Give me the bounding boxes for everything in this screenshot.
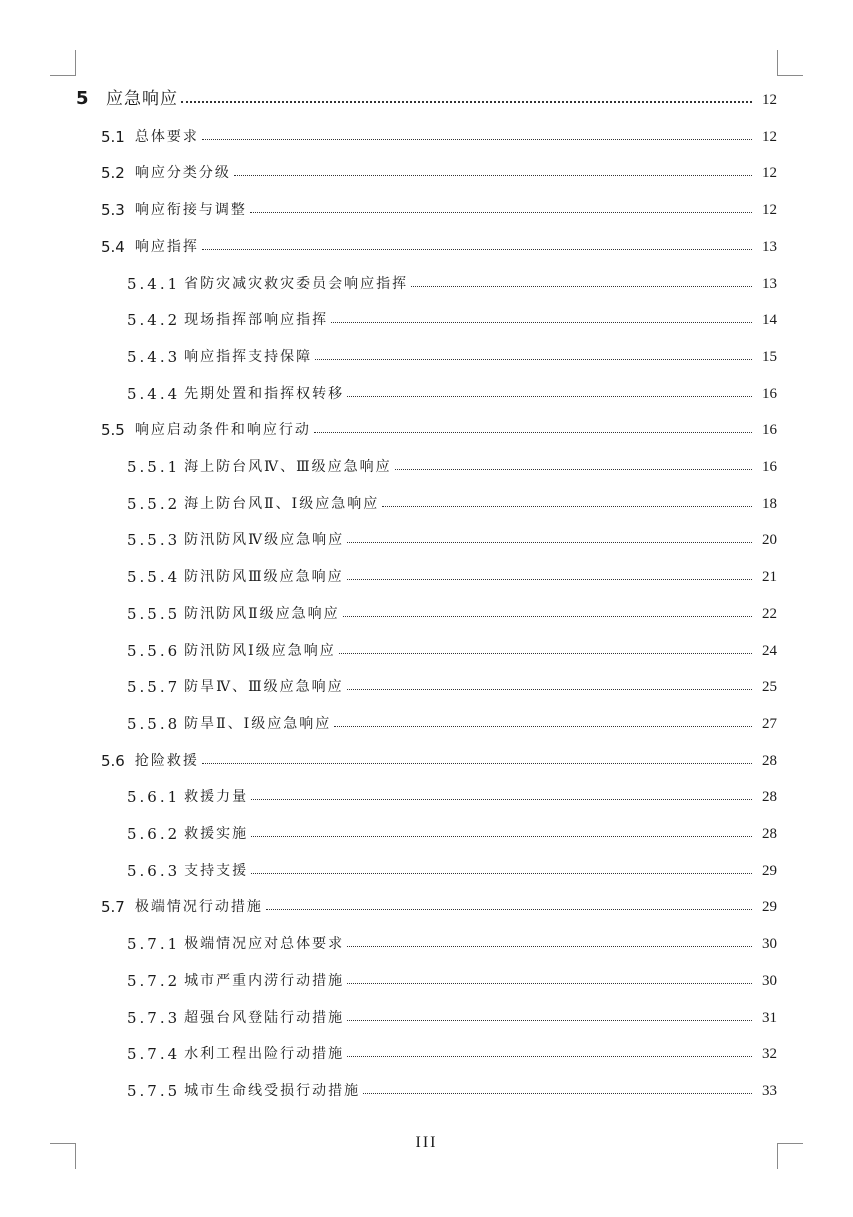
toc-entry-page-number: 12	[762, 202, 777, 219]
toc-entry-5-5-7[interactable]	[127, 672, 777, 696]
toc-entry-page-number: 28	[762, 789, 777, 806]
toc-dot-leader	[343, 616, 752, 617]
toc-entry-title: 支持支援	[184, 862, 249, 879]
toc-entry-5-5-8[interactable]	[127, 709, 777, 733]
toc-entry-number: 5.5.1	[127, 458, 181, 476]
toc-entry-page-number: 16	[762, 422, 777, 439]
toc-entry-page-number: 20	[762, 532, 777, 549]
toc-dot-leader	[382, 506, 752, 507]
toc-entry-5-4-4[interactable]	[127, 379, 777, 403]
toc-dot-leader	[234, 175, 752, 176]
toc-dot-leader	[347, 946, 752, 947]
toc-entry-5-4[interactable]	[101, 232, 777, 256]
toc-entry-page-number: 29	[762, 862, 777, 879]
toc-entry-page-number: 29	[762, 899, 777, 916]
toc-dot-leader	[250, 212, 752, 213]
toc-entry-number: 5.7.4	[127, 1045, 181, 1064]
toc-dot-leader	[395, 469, 752, 470]
toc-entry-5-7-4[interactable]	[127, 1039, 777, 1063]
toc-entry-page-number: 28	[762, 826, 777, 842]
toc-entry-title: 水利工程出险行动措施	[184, 1046, 345, 1063]
toc-entry-title: 防汛防风Ⅰ级应急响应	[184, 642, 336, 659]
toc-entry-number: 5	[76, 88, 89, 109]
toc-dot-leader	[315, 359, 752, 360]
toc-entry-5-4-1[interactable]	[127, 269, 777, 293]
toc-entry-title: 海上防台风Ⅳ、Ⅲ级应急响应	[184, 459, 392, 475]
toc-entry-title: 海上防台风Ⅱ、Ⅰ级应急响应	[184, 495, 380, 512]
toc-entry-number: 5.5.7	[127, 678, 181, 697]
toc-entry-page-number: 30	[762, 972, 777, 989]
toc-entry-title: 防汛防风Ⅳ级应急响应	[184, 532, 345, 549]
toc-dot-leader	[314, 432, 752, 433]
toc-entry-number: 5.5.8	[127, 714, 181, 733]
toc-entry-title: 超强台风登陆行动措施	[184, 1009, 345, 1026]
toc-entry-title: 救援力量	[184, 789, 249, 806]
toc-dot-leader	[339, 653, 752, 654]
toc-entry-number: 5.6	[101, 751, 125, 770]
toc-entry-title: 防旱Ⅳ、Ⅲ级应急响应	[184, 679, 344, 696]
toc-entry-5-5-4[interactable]	[127, 562, 777, 586]
toc-entry-number: 5.6.3	[127, 861, 181, 880]
toc-entry-number: 5.4.3	[127, 347, 181, 366]
toc-entry-page-number: 12	[762, 165, 777, 182]
toc-entry-5-5-6[interactable]	[127, 636, 777, 660]
toc-entry-title: 响应分类分级	[134, 165, 231, 182]
toc-entry-5-4-2[interactable]	[127, 305, 777, 329]
toc-entry-title: 响应衔接与调整	[134, 202, 247, 219]
toc-entry-number: 5.5.4	[127, 568, 181, 587]
toc-entry-number: 5.7	[101, 898, 125, 917]
toc-entry-page-number: 28	[762, 752, 777, 769]
toc-dot-leader	[266, 909, 752, 910]
toc-entry-number: 5.5.5	[127, 604, 181, 623]
toc-entry-page-number: 21	[762, 569, 777, 586]
toc-entry-number: 5.7.1	[127, 935, 181, 954]
toc-entry-5-5-3[interactable]	[127, 525, 777, 549]
toc-entry-number: 5.5.6	[127, 641, 181, 660]
toc-entry-page-number: 22	[762, 605, 777, 622]
toc-entry-5-5-1[interactable]	[127, 452, 777, 476]
toc-entry-5-5-2[interactable]	[127, 489, 777, 513]
toc-entry-page-number: 15	[762, 348, 777, 365]
toc-dot-leader	[347, 396, 752, 397]
toc-entry-title: 省防灾减灾救灾委员会响应指挥	[184, 275, 409, 292]
toc-entry-number: 5.4	[101, 237, 125, 256]
toc-entry-number: 5.5.3	[127, 531, 181, 550]
toc-dot-leader	[347, 579, 752, 580]
toc-entry-page-number: 18	[762, 495, 777, 512]
toc-entry-page-number: 13	[762, 275, 777, 292]
toc-entry-page-number: 25	[762, 679, 777, 696]
toc-entry-title: 响应启动条件和响应行动	[134, 422, 311, 439]
toc-entry-title: 先期处置和指挥权转移	[184, 385, 345, 402]
toc-entry-page-number: 33	[762, 1082, 777, 1099]
toc-entry-number: 5.7.2	[127, 971, 181, 990]
toc-entry-number: 5.2	[101, 164, 125, 183]
toc-entry-title: 城市严重内涝行动措施	[184, 972, 345, 989]
toc-dot-leader	[334, 726, 752, 727]
toc-entry-number: 5.4.2	[127, 311, 181, 330]
toc-dot-leader	[411, 286, 752, 287]
toc-entry-page-number: 12	[762, 128, 777, 145]
page-number-footer: III	[415, 1134, 438, 1151]
toc-entry-title: 现场指挥部响应指挥	[184, 312, 329, 329]
toc-entry-number: 5.7.5	[127, 1081, 181, 1100]
toc-entry-number: 5.5.2	[127, 494, 181, 513]
toc-entry-number: 5.3	[101, 201, 125, 220]
toc-dot-leader	[347, 542, 752, 543]
toc-entry-number: 5.6.1	[127, 788, 181, 807]
toc-entry-page-number: 14	[762, 312, 777, 329]
toc-entry-page-number: 13	[762, 238, 777, 255]
toc-dot-leader	[347, 1056, 752, 1057]
toc-dot-leader	[202, 249, 752, 250]
toc-dot-leader	[331, 322, 752, 323]
toc-entry-page-number: 24	[762, 642, 777, 659]
toc-entry-title: 防汛防风Ⅲ级应急响应	[184, 569, 344, 586]
toc-entry-number: 5.1	[101, 127, 125, 146]
toc-entry-page-number: 30	[762, 936, 777, 953]
toc-entry-title: 响应指挥支持保障	[184, 348, 313, 365]
toc-entry-5-5-5[interactable]	[127, 599, 777, 623]
toc-dot-leader	[347, 983, 752, 984]
toc-dot-leader	[363, 1093, 752, 1094]
toc-entry-page-number: 16	[762, 385, 777, 402]
toc-entry-5-7-1[interactable]	[127, 929, 777, 953]
toc-entry-5-1[interactable]	[101, 122, 777, 146]
toc-dot-leader	[251, 836, 752, 837]
toc-entry-number: 5.4.1	[127, 274, 181, 293]
toc-entry-title: 极端情况行动措施	[134, 899, 263, 916]
toc-entry-5-6-3[interactable]	[127, 856, 777, 880]
toc-entry-title: 防旱Ⅱ、Ⅰ级应急响应	[184, 715, 332, 732]
toc-entry-5-6-2[interactable]	[127, 819, 777, 843]
toc-entry-title: 总体要求	[134, 128, 199, 145]
toc-entry-page-number: 16	[762, 459, 777, 475]
toc-entry-5-6[interactable]	[101, 746, 777, 770]
toc-entry-page-number: 31	[762, 1009, 777, 1026]
toc-dot-leader	[347, 689, 752, 690]
toc-entry-5-2[interactable]	[101, 158, 777, 182]
toc-dot-leader	[202, 139, 752, 140]
toc-dot-leader	[347, 1020, 752, 1021]
toc-entry-5-7-5[interactable]	[127, 1076, 777, 1100]
toc-entry-title: 防汛防风Ⅱ级应急响应	[184, 605, 340, 622]
toc-entry-5-7-2[interactable]	[127, 966, 777, 990]
toc-entry-5-7[interactable]	[101, 892, 777, 916]
toc-entry-number: 5.4.4	[127, 384, 181, 403]
toc-entry-5-3[interactable]	[101, 195, 777, 219]
toc-entry-5-4-3[interactable]	[127, 342, 777, 366]
toc-entry-number: 5.6.2	[127, 825, 181, 843]
toc-entry-title: 响应指挥	[134, 238, 199, 255]
toc-entry-number: 5.5	[101, 421, 125, 440]
toc-entry-title: 救援实施	[184, 826, 249, 842]
toc-entry-title: 城市生命线受损行动措施	[184, 1082, 361, 1099]
toc-entry-page-number: 27	[762, 715, 777, 732]
toc-dot-leader	[251, 873, 752, 874]
toc-entry-page-number: 32	[762, 1046, 777, 1063]
toc-entry-title: 应急响应	[106, 89, 178, 109]
toc-entry-5-5[interactable]	[101, 415, 777, 439]
toc-entry-5-6-1[interactable]	[127, 782, 777, 806]
toc-dot-leader	[202, 763, 752, 764]
toc-entry-title: 抢险救援	[134, 752, 199, 769]
toc-dot-leader	[251, 799, 752, 800]
toc-entry-title: 极端情况应对总体要求	[184, 936, 345, 953]
toc-entry-5[interactable]	[76, 85, 777, 109]
toc-entry-page-number: 12	[762, 92, 777, 108]
toc-entry-number: 5.7.3	[127, 1008, 181, 1027]
toc-entry-5-7-3[interactable]	[127, 1003, 777, 1027]
toc-dot-leader	[181, 101, 752, 103]
